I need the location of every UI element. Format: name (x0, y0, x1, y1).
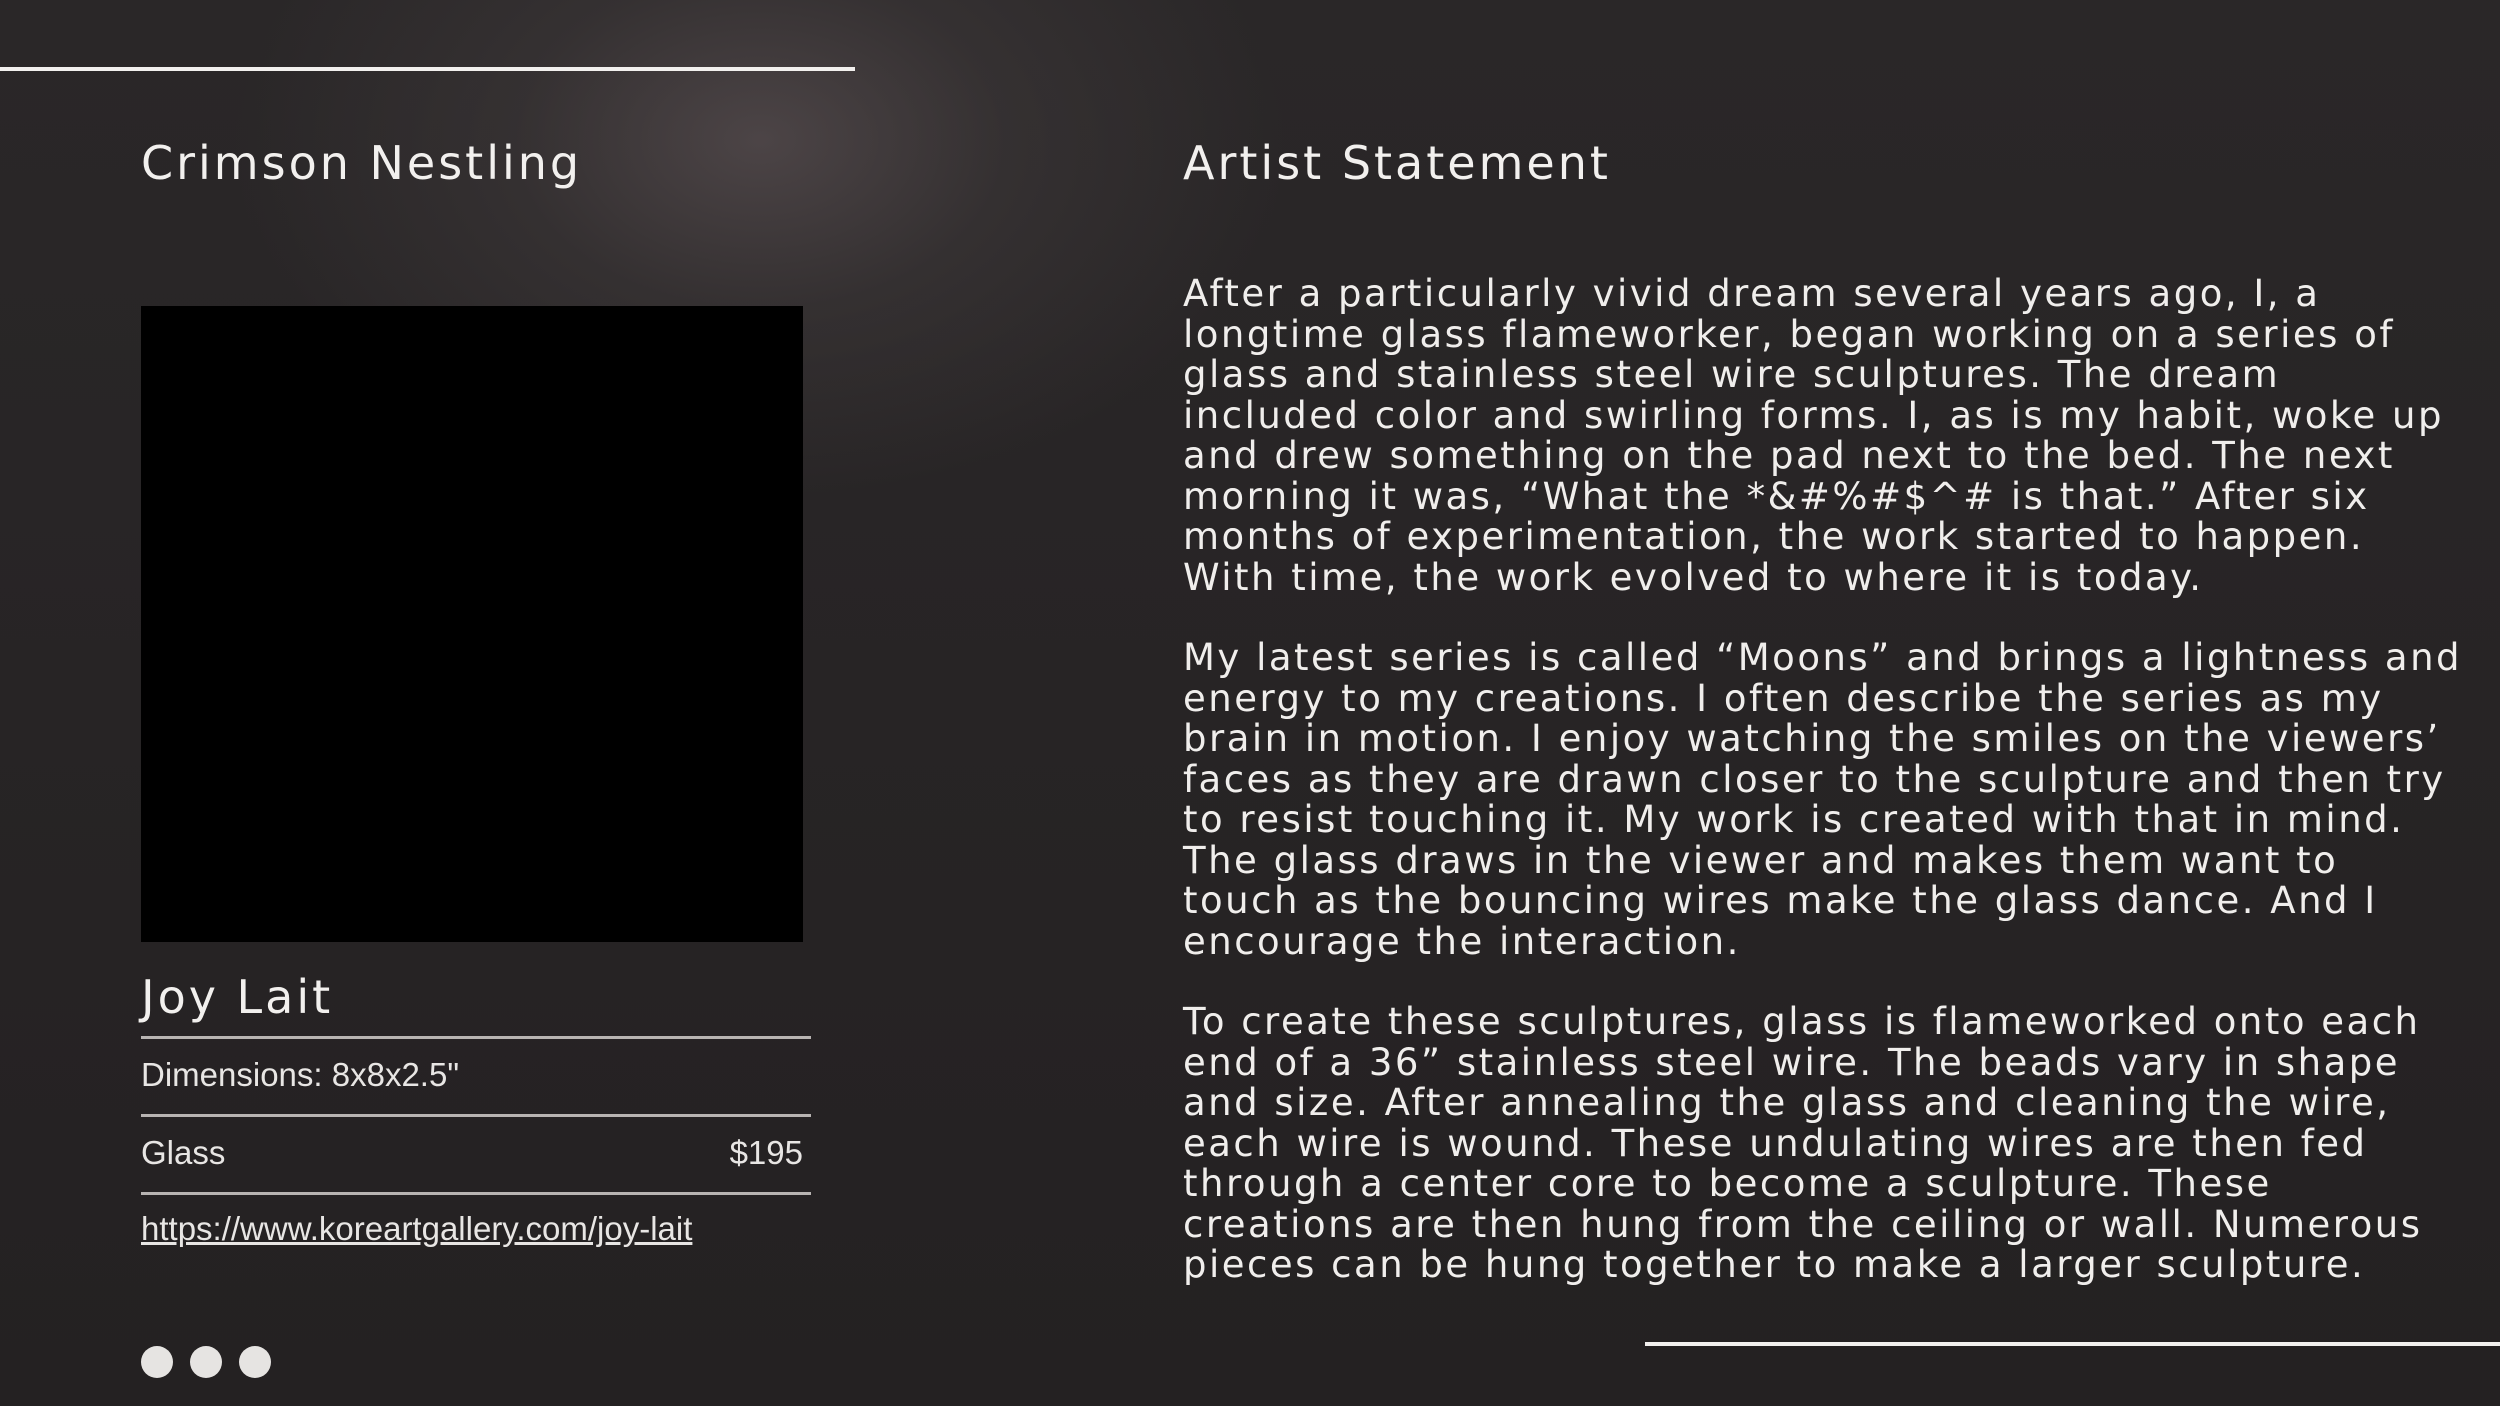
info-divider (141, 1192, 811, 1195)
price-text: $195 (729, 1134, 803, 1171)
medium-text: Glass (141, 1134, 226, 1171)
bottom-divider-line (1645, 1342, 2500, 1346)
info-divider (141, 1114, 811, 1117)
artwork-image (141, 306, 803, 942)
dot-icon (190, 1346, 222, 1378)
decorative-dots (141, 1346, 271, 1378)
gallery-link[interactable]: https://www.koreartgallery.com/joy-lait (141, 1210, 693, 1247)
dimensions-row (141, 1056, 803, 1094)
top-divider-line (0, 67, 855, 71)
dimensions-text: Dimensions: 8x8x2.5" (141, 1056, 460, 1093)
dot-icon (239, 1346, 271, 1378)
info-divider (141, 1036, 811, 1039)
statement-body (1183, 274, 2463, 1326)
statement-paragraph: My latest series is called “Moons” and brings a lightness and energy to my creations. I often describe the series as my brain in motion. I enjoy watching the smiles on the viewers’ faces as they are drawn closer to the sculpture and then try to resist touching it. My work is created with that in mind. The glass draws in the viewer and makes them want to touch as the bouncing wires make the glass dance. And I encourage the interaction. (1183, 636, 2463, 963)
statement-heading: Artist Statement (1183, 136, 1611, 190)
statement-paragraph: To create these sculptures, glass is flameworked onto each end of a 36” stainless steel wire. The beads vary in shape and size. After annealing the glass and cleaning the wire, each wire is wound. These undulating wires are then fed through a center core to become a sculpture. These creations are then hung from the ceiling or wall. Numerous pieces can be hung together to make a larger sculpture. (1183, 1000, 2423, 1286)
medium-price-row (141, 1134, 803, 1172)
artist-name: Joy Lait (141, 970, 334, 1024)
artwork-title: Crimson Nestling (141, 136, 583, 190)
statement-paragraph: After a particularly vivid dream several years ago, I, a longtime glass flameworker, began working on a series of glass and stainless steel wire sculptures. The dream included color and swirling forms. I, as is my habit, woke up and drew something on the pad next to the bed. The next morning it was, “What the *&#%#$^# is that.” After six months of experimentation, the work started to happen. With time, the work evolved to where it is today. (1183, 272, 2444, 599)
dot-icon (141, 1346, 173, 1378)
